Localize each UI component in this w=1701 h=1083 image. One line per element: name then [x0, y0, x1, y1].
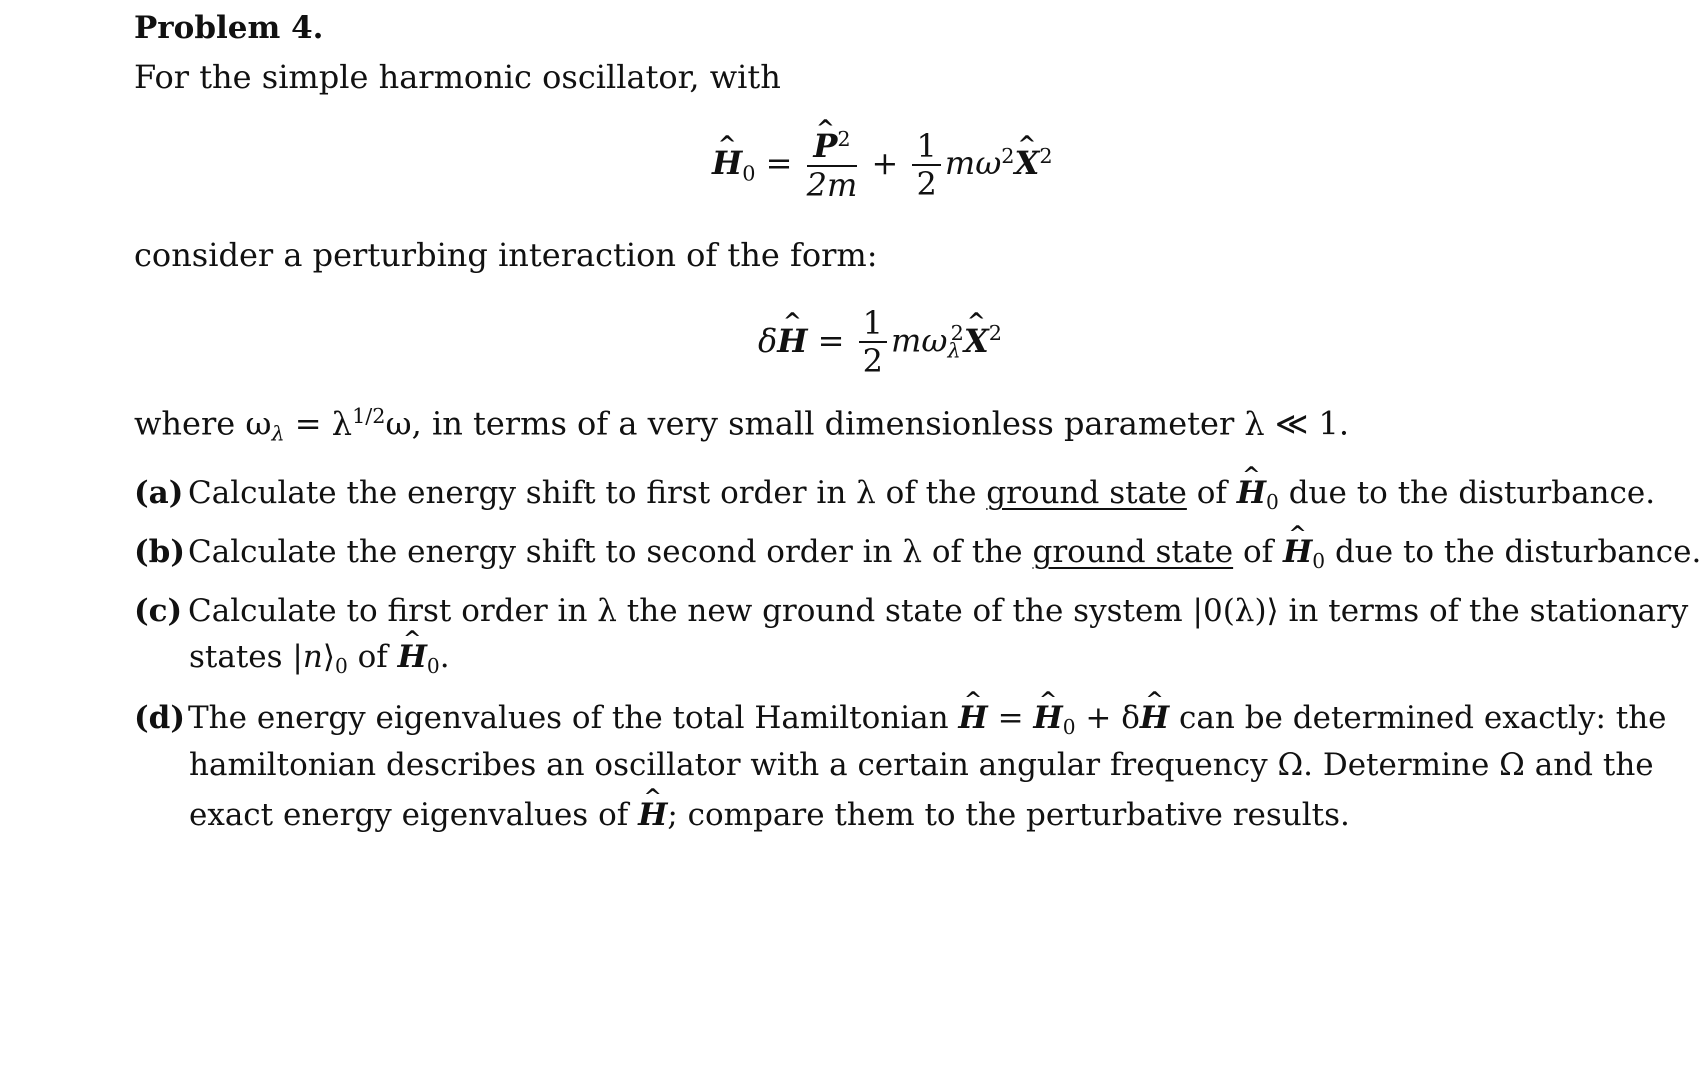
item-c-line2: [189, 639, 450, 678]
item-c-l2b: ⟩: [322, 639, 335, 675]
eq1-p: ^ P: [813, 129, 837, 164]
item-d-l1d: can be determined exactly: the: [1169, 700, 1667, 736]
item-a-underline: ground state: [986, 475, 1187, 511]
item-a-text3: due to the disturbance.: [1278, 475, 1656, 511]
item-d-h0: ^ H: [1033, 700, 1062, 736]
eq1-x-sup: 2: [1039, 143, 1053, 168]
item-c-hsub: 0: [426, 654, 440, 679]
item-d-l1a: The energy eigenvalues of the total Hamiltonian: [188, 700, 959, 736]
eq2-equals: =: [817, 321, 845, 360]
item-d-h: ^ H: [958, 700, 987, 736]
problem-title: Problem 4.: [134, 10, 324, 46]
eq1-frac1: [807, 128, 858, 203]
item-d-l3b: ; compare them to the perturbative results.: [667, 797, 1350, 833]
eq1-x: ^ X: [1015, 144, 1040, 182]
eq1-p-sup: 2: [837, 127, 851, 151]
equation-delta-h: [758, 306, 1002, 380]
eq2-delta: δ: [758, 321, 778, 360]
item-b-text2: of: [1233, 534, 1283, 570]
item-b-underline: ground state: [1032, 534, 1234, 570]
eq1-frac2-den: 2: [916, 164, 937, 203]
where-post: ω, in terms of a very small dimensionless parameter λ ≪ 1.: [385, 404, 1350, 443]
eq2-x: ^ X: [964, 322, 989, 360]
item-c-h: ^ H: [398, 639, 427, 675]
consider-text: consider a perturbing interaction of the form:: [134, 236, 878, 274]
item-d-line2: hamiltonian describes an oscillator with a certain angular frequency Ω. Determine Ω and the: [189, 747, 1654, 783]
item-d-label: (d): [134, 700, 186, 736]
eq1-tail-sup: 2: [1001, 143, 1015, 168]
equation-h0: [712, 128, 1053, 203]
item-d-l1c: + δ: [1075, 700, 1140, 736]
item-b: [134, 534, 1701, 573]
item-b-h: ^ H: [1283, 534, 1312, 570]
item-b-text3: due to the disturbance.: [1325, 534, 1701, 570]
eq2-tail-sub: λ: [947, 338, 961, 363]
where-mid: = λ: [284, 404, 353, 443]
item-c: [134, 593, 1688, 629]
eq1-frac2: [912, 126, 940, 203]
eq2-tail: mω: [891, 321, 948, 360]
item-d: [134, 700, 1667, 739]
where-text: [134, 404, 1349, 446]
eq1-lhs-sub: 0: [742, 161, 756, 186]
eq2-frac-den: 2: [862, 342, 884, 381]
item-d-h0sub: 0: [1062, 715, 1076, 740]
item-b-text1: Calculate the energy shift to second order in λ of the: [188, 534, 1033, 570]
eq1-tail: mω: [944, 144, 1002, 183]
item-b-hsub: 0: [1312, 549, 1326, 574]
item-a-h: ^ H: [1237, 475, 1266, 511]
eq1-frac2-num: 1: [912, 129, 940, 166]
intro-text: For the simple harmonic oscillator, with: [134, 58, 781, 96]
item-c-label: (c): [134, 593, 183, 629]
item-d-l1b: =: [987, 700, 1034, 736]
item-b-label: (b): [134, 534, 186, 570]
eq1-equals: =: [765, 144, 793, 183]
where-pre: where ω: [134, 404, 272, 443]
eq2-lhs: ^ H: [777, 322, 807, 360]
eq1-frac1-den: 2m: [806, 165, 858, 204]
eq2-frac-num: 1: [859, 306, 887, 343]
item-d-h2: ^ H: [1140, 700, 1169, 736]
eq2-x-sup: 2: [988, 321, 1002, 346]
item-a-text1: Calculate the energy shift to first order in λ of the: [188, 475, 987, 511]
item-c-line1: Calculate to first order in λ the new ground state of the system |0(λ)⟩ in terms of the stationary: [188, 593, 1689, 629]
eq1-lhs: ^ H: [712, 144, 742, 182]
item-c-n: n: [302, 639, 323, 675]
eq2-tail-sup: 2: [950, 321, 964, 346]
item-a-label: (a): [134, 475, 184, 511]
item-d-h3: ^ H: [638, 797, 667, 833]
item-a-text2: of: [1186, 475, 1237, 511]
item-a-hsub: 0: [1266, 490, 1279, 515]
item-a: [134, 475, 1655, 514]
where-mid-sup: 1/2: [352, 404, 386, 428]
item-c-l2sub: 0: [334, 654, 348, 679]
item-c-l2a: states |: [189, 639, 303, 675]
where-pre-sub: λ: [271, 421, 285, 446]
item-c-l2d: .: [439, 639, 450, 675]
item-c-l2c: of: [347, 639, 398, 675]
eq2-frac: [859, 306, 887, 380]
eq1-plus: +: [871, 144, 899, 183]
item-d-l3a: exact energy eigenvalues of: [189, 797, 639, 833]
item-d-line3: [189, 797, 1350, 833]
